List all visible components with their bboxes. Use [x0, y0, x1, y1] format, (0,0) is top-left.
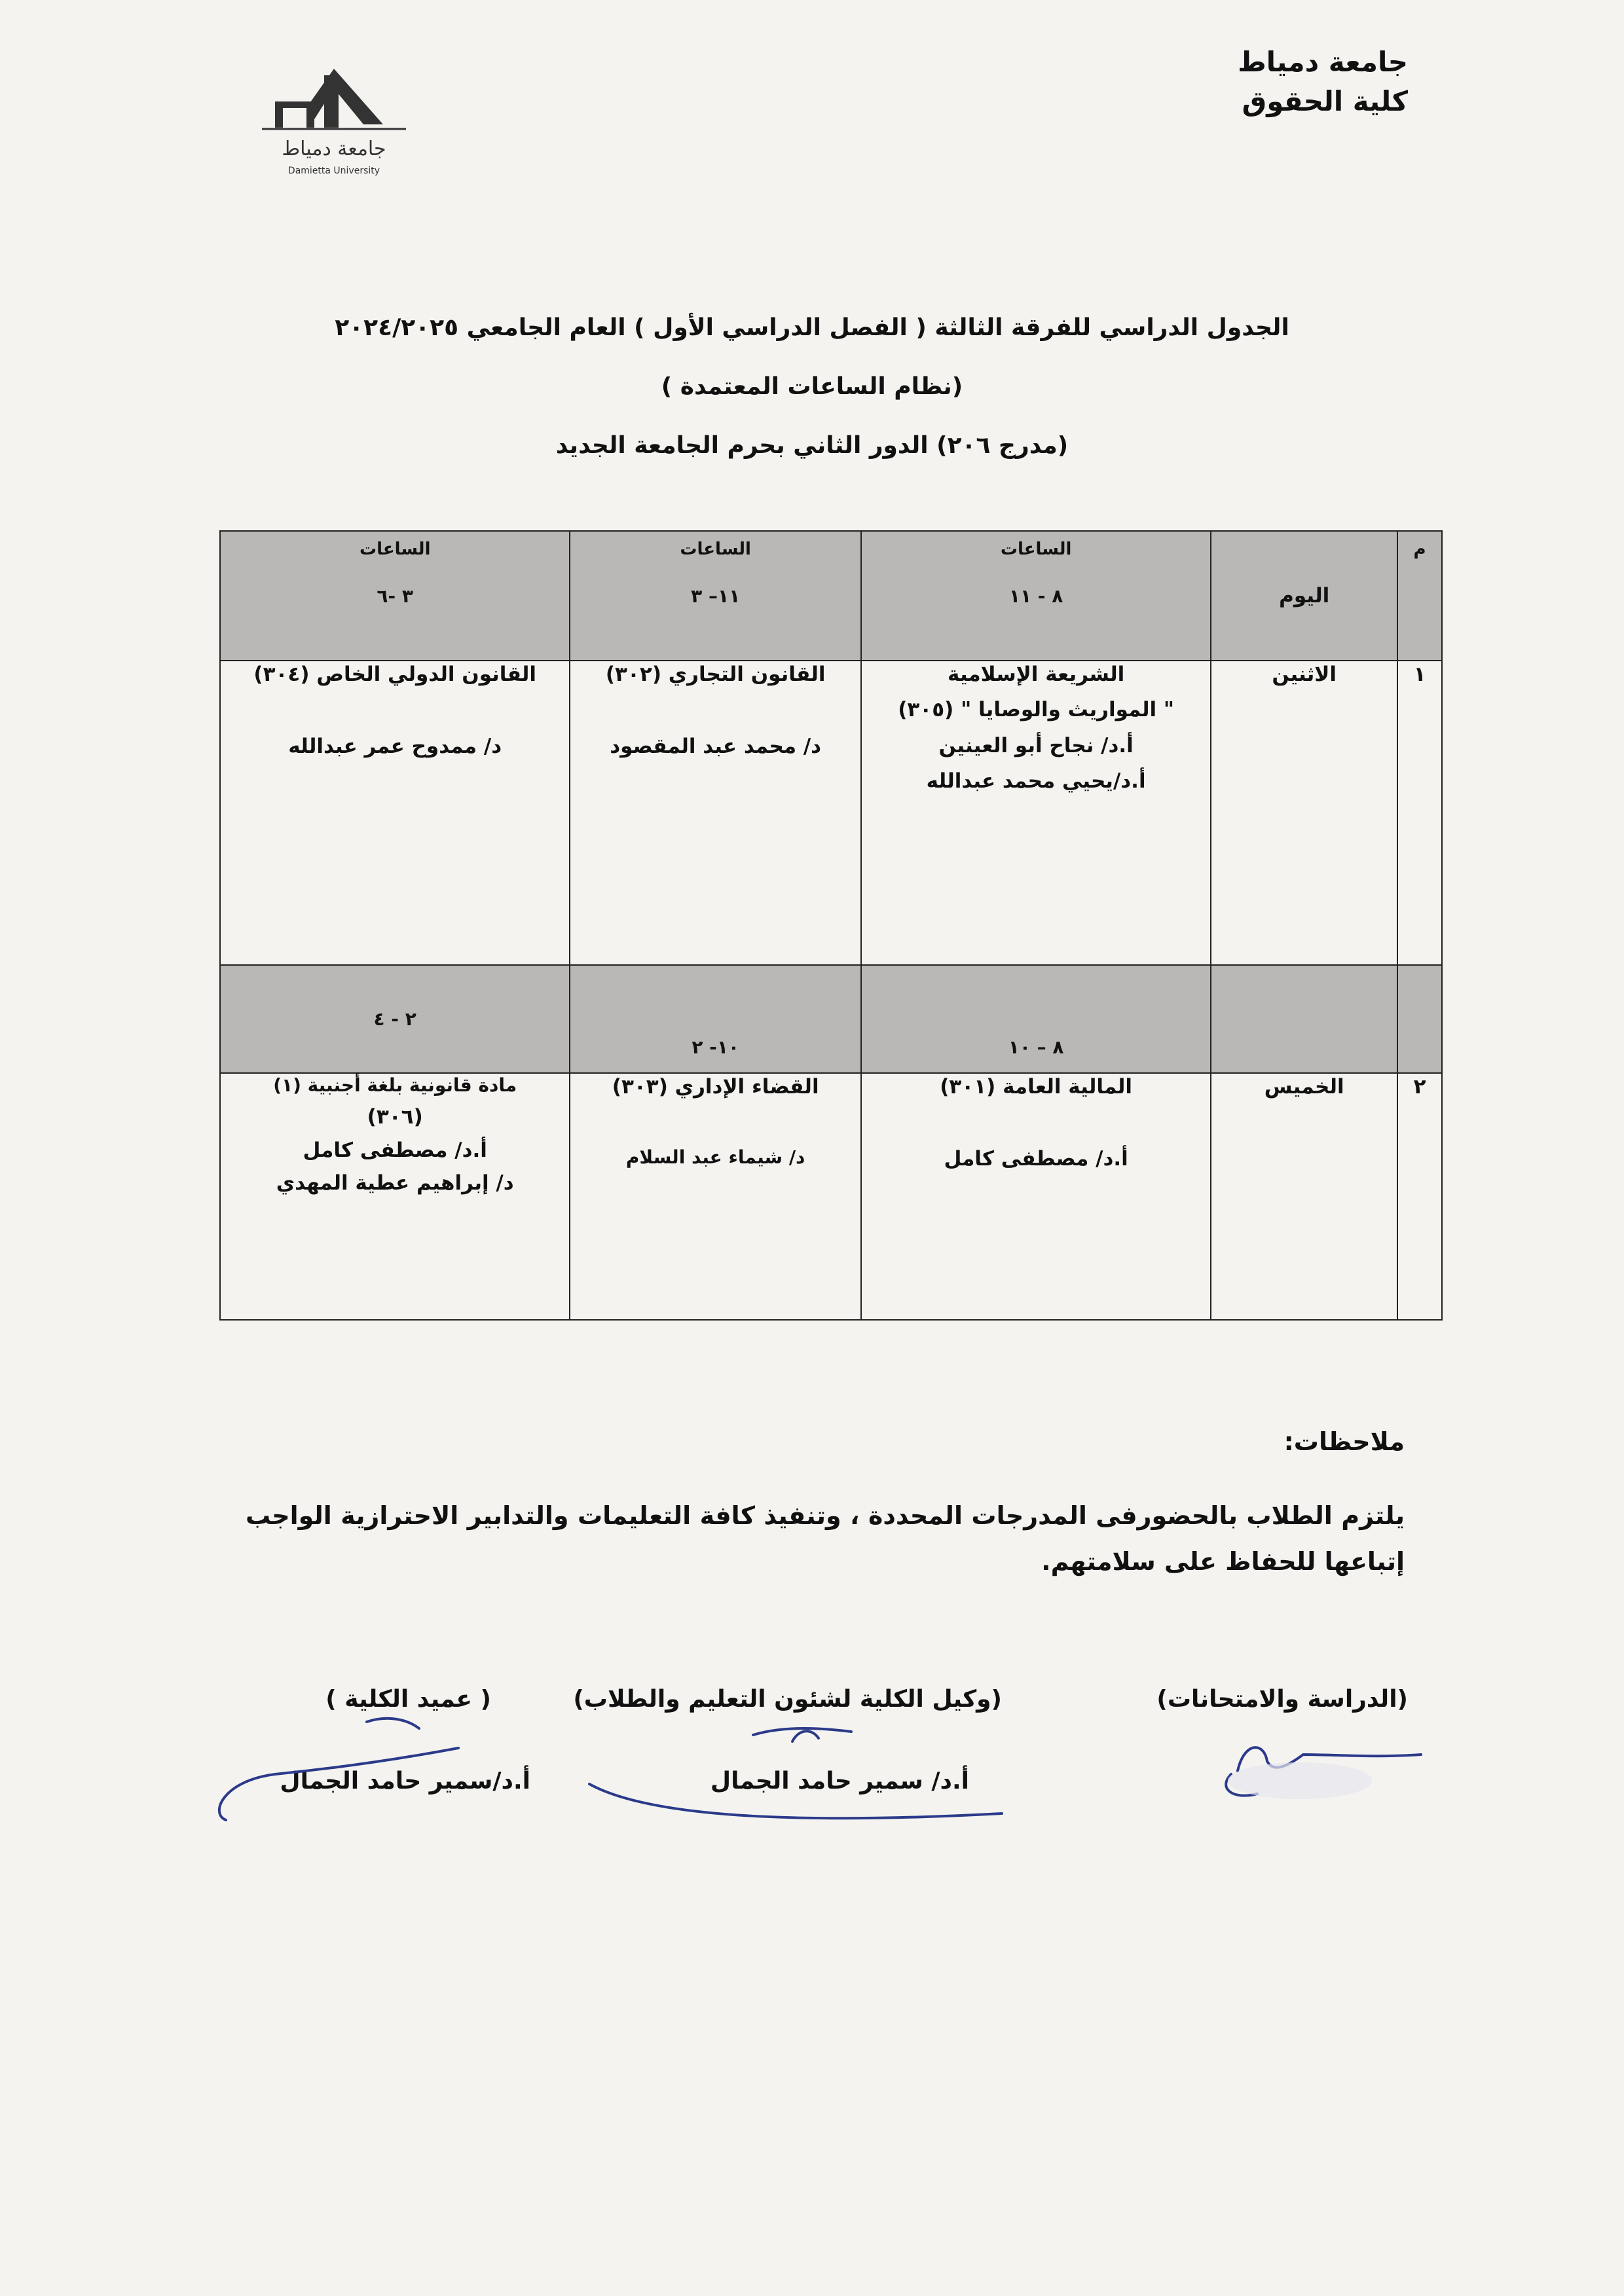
svg-text:Damietta University: Damietta University [287, 166, 380, 176]
range-thu-2: ١٠- ٢ [570, 965, 861, 1073]
vice-dean-signature [589, 1728, 1002, 1818]
course-cell: القانون التجاري (٣٠٢) د/ محمد عبد المقصود [570, 661, 861, 965]
header-row [220, 531, 1442, 661]
range-mon-1: ٨ - ١١ [1008, 585, 1063, 607]
faculty-name: كلية الحقوق [1242, 85, 1408, 117]
hours-header-3: الساعات ٣ -٦ [220, 531, 570, 661]
range-mon-3: ٣ -٦ [377, 585, 413, 607]
dean-signature [219, 1719, 458, 1820]
schedule-location: (مدرج ٢٠٦) الدور الثاني بحرم الجامعة الجديد [555, 432, 1069, 459]
university-logo [249, 62, 419, 180]
schedule-system: (نظام الساعات المعتمدة ) [661, 373, 963, 400]
course-cell: مادة قانونية بلغة أجنبية (١) (٣٠٦) أ.د/ مصطفى كامل د/ إبراهيم عطية المهدي [220, 1073, 570, 1320]
row-index: ١ [1397, 661, 1442, 965]
studies-signature-title: (الدراسة والامتحانات) [1156, 1686, 1408, 1713]
table-row-monday [220, 661, 1442, 965]
dean-title: ( عميد الكلية ) [325, 1686, 491, 1713]
range-thu-3: ٢ - ٤ [220, 965, 570, 1073]
notes-body: يلتزم الطلاب بالحضورفى المدرجات المحددة ، وتنفيذ كافة التعليمات والتدابير الاحترازية الواجب إتباعها للحفاظ على سلامتهم. [246, 1501, 1405, 1576]
course-cell: القانون الدولي الخاص (٣٠٤) د/ ممدوح عمر عبدالله [220, 661, 570, 965]
col-day-header: اليوم [1211, 531, 1397, 661]
course-cell: المالية العامة (٣٠١) أ.د/ مصطفى كامل [861, 1073, 1211, 1320]
row-index: ٢ [1397, 1073, 1442, 1320]
vice-dean-title: (وكيل الكلية لشئون التعليم والطلاب) [573, 1686, 1002, 1713]
hours-header-2: الساعات ١١– ٣ [570, 531, 861, 661]
course-cell: القضاء الإداري (٣٠٣) د/ شيماء عبد السلام [570, 1073, 861, 1320]
day-cell: الاثنين [1211, 661, 1397, 965]
university-name: جامعة دمياط [1238, 46, 1408, 78]
dean-name: أ.د/سمير حامد الجمال [280, 1768, 530, 1795]
handwritten-signatures [0, 1702, 1624, 1833]
schedule-title: الجدول الدراسي للفرقة الثالثة ( الفصل الدراسي الأول ) العام الجامعي ٢٠٢٤/٢٠٢٥ [335, 314, 1289, 341]
schedule-table [219, 530, 1443, 1319]
range-mon-2: ١١– ٣ [691, 585, 741, 607]
stamp-blur [1228, 1762, 1372, 1799]
range-thu-1: ٨ – ١٠ [861, 965, 1211, 1073]
course-cell: الشريعة الإسلامية " المواريث والوصايا " (٣٠٥) أ.د/ نجاح أبو العينين أ.د/يحيي محمد عبدالله [861, 661, 1211, 965]
table-row-thursday [220, 1073, 1442, 1320]
day-cell: الخميس [1211, 1073, 1397, 1320]
header-row-thursday [220, 965, 1442, 1073]
svg-text:جامعة دمياط: جامعة دمياط [282, 137, 386, 160]
col-index-header: م [1397, 531, 1442, 661]
vice-dean-name: أ.د/ سمير حامد الجمال [710, 1768, 969, 1795]
notes-title: ملاحظات: [1283, 1427, 1405, 1456]
hours-header-1: الساعات ٨ - ١١ [861, 531, 1211, 661]
